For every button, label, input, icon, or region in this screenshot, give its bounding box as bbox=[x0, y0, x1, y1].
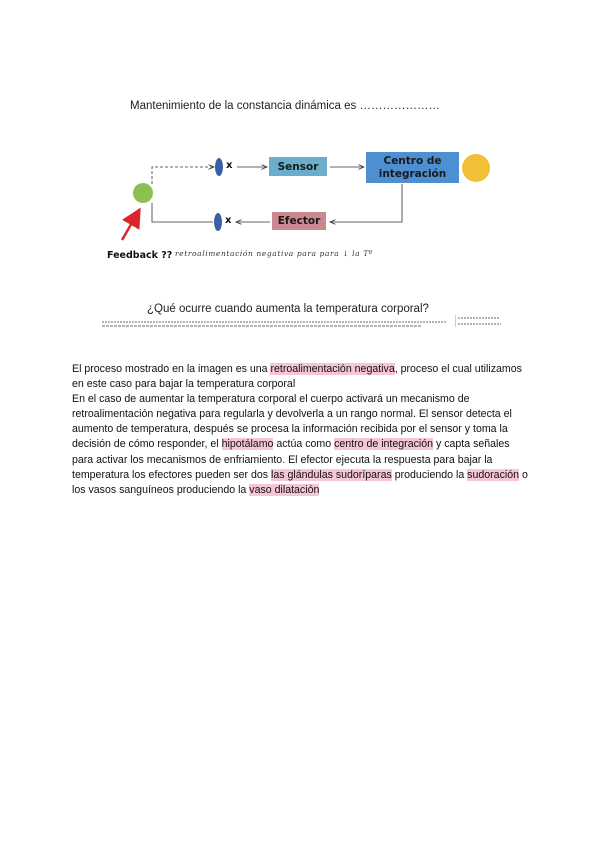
stimulus-circle bbox=[462, 154, 490, 182]
highlight-centro-integracion: centro de integración bbox=[334, 438, 434, 451]
answer-p1-b: , proceso el cual utilizamos en este caso para bajar la temperatura corporal bbox=[72, 363, 522, 391]
sensor-label: Sensor bbox=[277, 160, 319, 173]
return-line-right bbox=[330, 184, 402, 222]
highlight-hipotalamo: hipotálamo bbox=[221, 438, 274, 451]
highlight-retroalimentacion: retroalimentación negativa bbox=[270, 363, 395, 375]
answer-p1-a: El proceso mostrado en la imagen es una bbox=[72, 363, 271, 375]
efector-box bbox=[272, 212, 326, 230]
highlight-glandulas: las glándulas sudoríparas bbox=[271, 468, 392, 481]
highlight-vaso-dilatacion: vaso dilatación bbox=[249, 483, 320, 496]
answer-p2-d: produciendo la bbox=[391, 468, 468, 481]
sensor-box bbox=[269, 157, 327, 176]
red-arrow bbox=[122, 214, 137, 240]
top-node-oval bbox=[215, 158, 223, 176]
bottom-node-oval bbox=[214, 213, 222, 231]
question-text: ¿Qué ocurre cuando aumenta la temperatura corporal? bbox=[147, 303, 429, 315]
answer-text bbox=[72, 362, 532, 498]
homeostasis-diagram bbox=[0, 0, 600, 340]
return-line-left bbox=[152, 203, 213, 222]
answer-p2-e: o los vasos sanguíneos produciendo la bbox=[72, 468, 528, 496]
answer-paragraph-1 bbox=[72, 362, 532, 392]
centro-label-line1: Centro de bbox=[383, 154, 442, 167]
answer-p2-b: actúa como bbox=[273, 438, 335, 451]
answer-paragraph-2 bbox=[72, 392, 532, 498]
answer-p2-a: En el caso de aumentar la temperatura corporal el cuerpo activará un mecanismo de retroalimentación negativa para regularla y devolverla a un rango normal. El sensor detecta el aumento de temperatura, después se procesa la información recibida por el sensor y toma la decisión de cómo responder, el bbox=[72, 393, 512, 451]
highlight-sudoracion: sudoración bbox=[467, 468, 519, 481]
centro-integracion-box bbox=[366, 152, 459, 183]
tiny-notes-lines bbox=[102, 320, 452, 329]
dashed-top-line bbox=[152, 167, 214, 184]
x-mark-bottom: x bbox=[225, 215, 232, 226]
feedback-label: Feedback ?? bbox=[107, 250, 173, 261]
diagram-title: Mantenimiento de la constancia dinámica es ………………… bbox=[130, 100, 440, 112]
centro-label-line2: integración bbox=[378, 167, 447, 180]
handwritten-note: retroalimentación negativa para para ↓ la Tº bbox=[175, 249, 373, 258]
centro-label bbox=[379, 155, 447, 181]
tiny-right-lines bbox=[455, 315, 503, 327]
efector-label: Efector bbox=[277, 215, 321, 227]
feedback-circle bbox=[133, 183, 153, 203]
answer-p2-c: y capta señales para activar los mecanismos de enfriamiento. El efector ejecuta la respuesta para bajar la temperatura los efectores pueden ser dos bbox=[72, 438, 510, 481]
x-mark-top: x bbox=[226, 160, 233, 171]
